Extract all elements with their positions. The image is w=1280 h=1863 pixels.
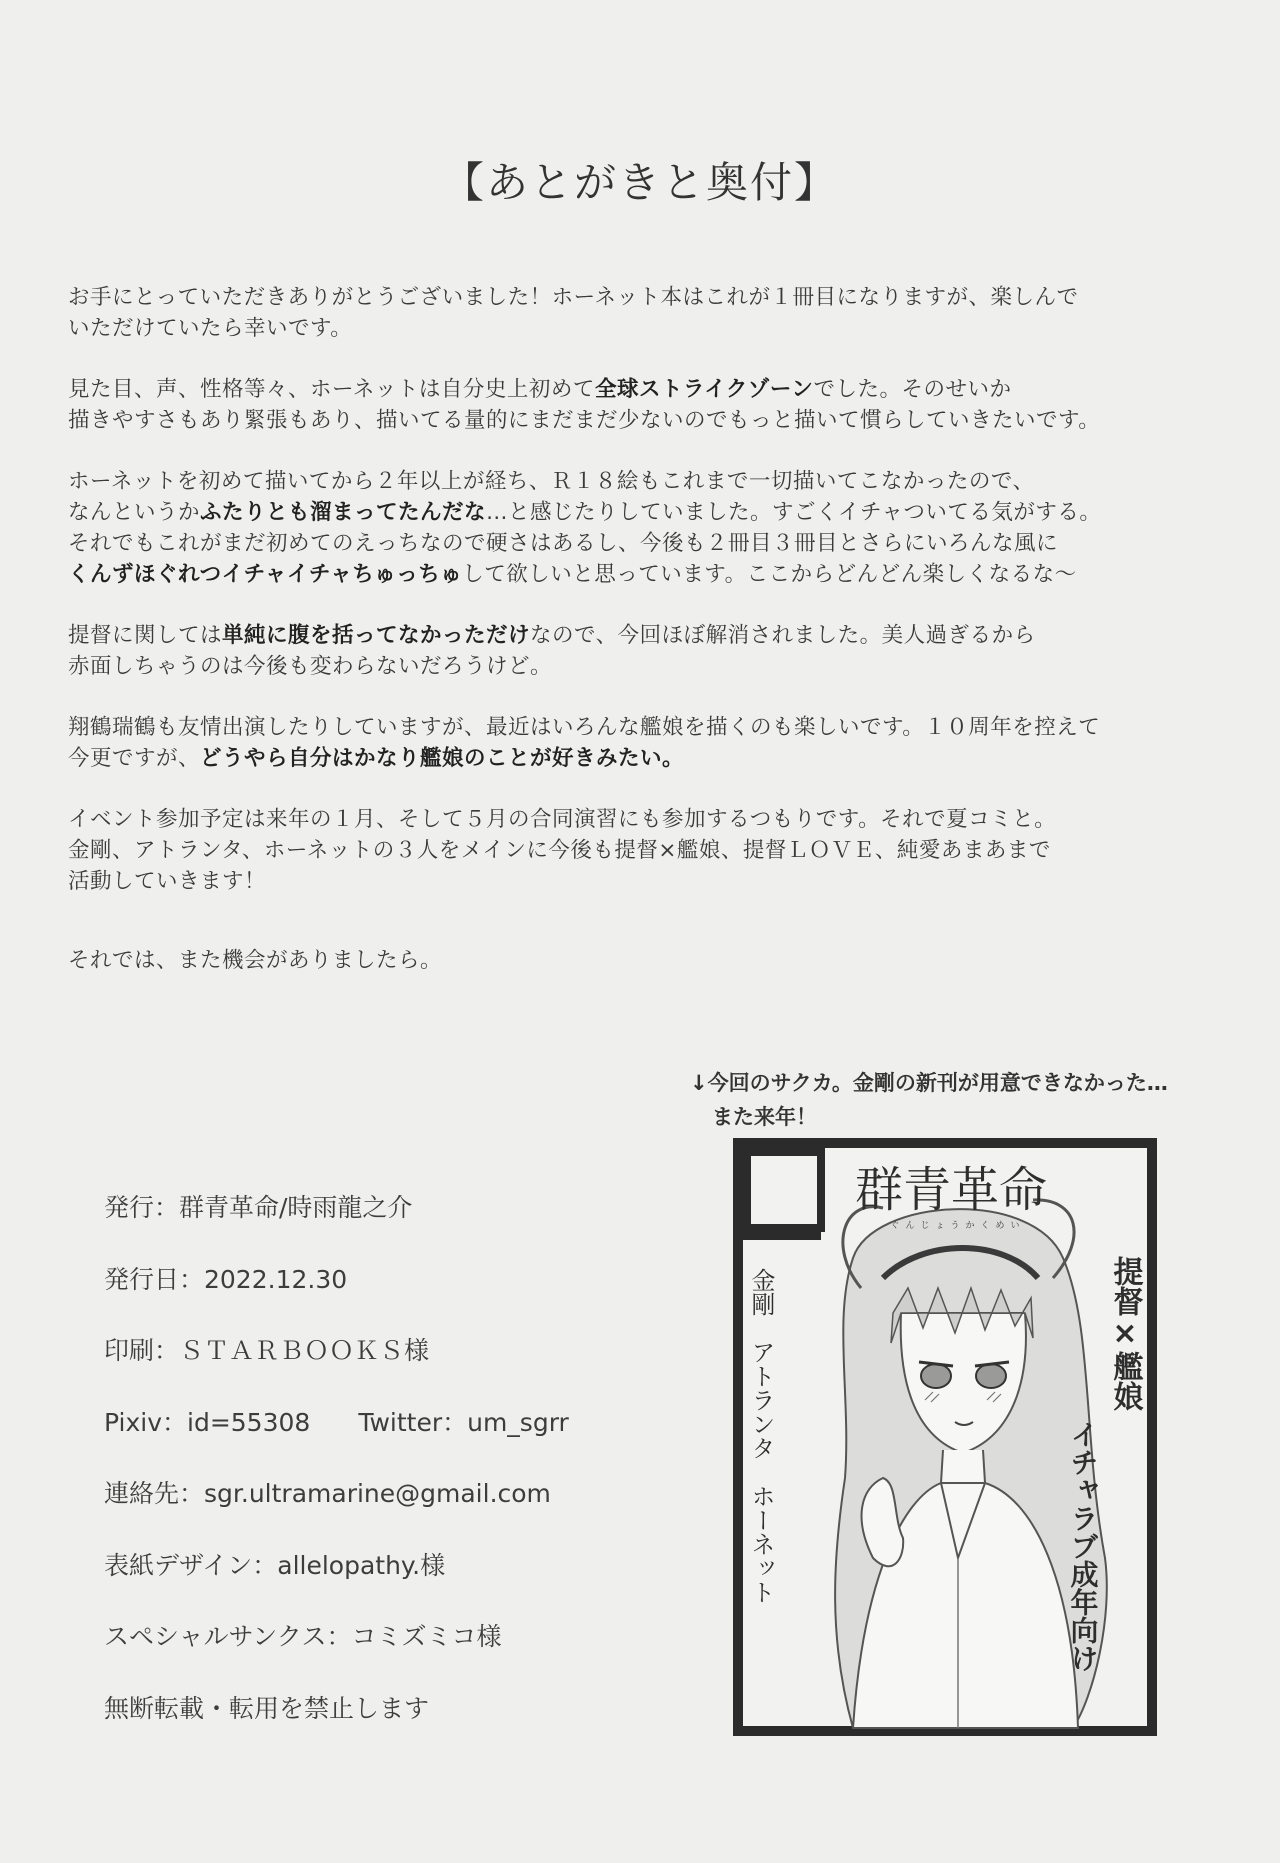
text-segment: それでは、また機会がありましたら。 xyxy=(68,948,443,973)
cut-circle-ruby: ぐんじょうかくめい xyxy=(890,1221,1026,1231)
emphasis-text: 単純に腹を括ってなかっただけ xyxy=(222,623,531,648)
text-segment: なんというか xyxy=(68,500,201,525)
text-segment: 活動していきます！ xyxy=(68,869,267,894)
emphasis-text: ふたりとも溜まってたんだな xyxy=(200,500,487,525)
text-segment: いただけていたら幸いです。 xyxy=(68,316,353,341)
text-segment: 提督に関しては xyxy=(68,623,223,648)
text-segment: ホーネットを初めて描いてから２年以上が経ち、Ｒ１８絵もこれまで一切描いてこなかったので、 xyxy=(68,469,1035,494)
circle-cut-note xyxy=(690,1066,1168,1134)
colophon-date: 発行日：2022.12.30 xyxy=(104,1264,348,1294)
colophon-publisher: 発行：群青革命/時雨龍之介 xyxy=(104,1193,413,1222)
afterword-line xyxy=(68,945,1218,976)
afterword-paragraph xyxy=(68,712,1218,774)
colophon-notice: 無断転載・転用を禁止します xyxy=(104,1693,430,1723)
colophon-special-thanks: スペシャルサンクス：コミズミコ様 xyxy=(104,1622,502,1651)
afterword-line xyxy=(68,559,1218,590)
emphasis-text: 全球ストライクゾーン xyxy=(594,377,814,402)
afterword-line xyxy=(68,866,1218,897)
afterword-line xyxy=(68,405,1218,436)
text-segment: それでもこれがまだ初めてのえっちなので硬さはあるし、今後も２冊目３冊目とさらにいろんな風に xyxy=(68,531,1059,556)
colophon-contact: 連絡先：sgr.ultramarine@gmail.com xyxy=(104,1479,551,1508)
afterword-line xyxy=(68,374,1218,405)
cut-checkbox xyxy=(751,1156,817,1224)
afterword-paragraph xyxy=(68,620,1218,682)
text-segment: 金剛、アトランタ、ホーネットの３人をメインに今後も提督×艦娘、提督ＬＯＶＥ、純愛あまあまで xyxy=(68,838,1051,863)
afterword-line xyxy=(68,497,1218,528)
cut-characters: 金剛 アトランタ ホーネット xyxy=(747,1268,775,1604)
afterword-line xyxy=(68,743,1218,774)
afterword-paragraph xyxy=(68,804,1218,897)
text-segment: 今更ですが、 xyxy=(68,746,201,771)
afterword-line xyxy=(68,835,1218,866)
text-segment: 翔鶴瑞鶴も友情出演したりしていますが、最近はいろんな艦娘を描くのも楽しいです。１０周年を控えて xyxy=(68,715,1101,740)
note-line-1: ↓今回のサクカ。金剛の新刊が用意できなかった… xyxy=(690,1071,1168,1095)
afterword-paragraph xyxy=(68,466,1218,590)
text-segment: 赤面しちゃうのは今後も変わらないだろうけど。 xyxy=(68,654,553,679)
text-segment: 描きやすさもあり緊張もあり、描いてる量的にまだまだ少ないのでもっと描いて慣らしていきたいです。 xyxy=(68,408,1101,433)
afterword-line xyxy=(68,712,1218,743)
cut-tagline-2: イチャラブ成年向け xyxy=(1066,1420,1100,1672)
afterword-line xyxy=(68,466,1218,497)
emphasis-text: どうやら自分はかなり艦娘のことが好きみたい。 xyxy=(200,746,685,771)
afterword-text xyxy=(68,282,1218,1006)
afterword-line xyxy=(68,651,1218,682)
text-segment: お手にとっていただきありがとうございました！ホーネット本はこれが１冊目になりますが、楽しんで xyxy=(68,285,1079,310)
text-segment: でした。そのせいか xyxy=(813,377,1012,402)
afterword-line xyxy=(68,282,1218,313)
colophon-printer: 印刷：ＳＴＡＲＢＯＯＫＳ様 xyxy=(104,1336,430,1365)
colophon-pixiv: Pixiv：id=55308 xyxy=(104,1407,311,1437)
text-segment: 見た目、声、性格等々、ホーネットは自分史上初めて xyxy=(68,377,595,402)
page-title: 【あとがきと奥付】 xyxy=(441,158,838,207)
afterword-line xyxy=(68,528,1218,559)
cut-tagline-1: 提督×艦娘 xyxy=(1107,1256,1143,1411)
colophon-cover-design: 表紙デザイン：allelopathy.様 xyxy=(104,1550,446,1580)
afterword-line xyxy=(68,313,1218,344)
afterword-paragraph xyxy=(68,374,1218,436)
cut-circle-name: 群青革命 xyxy=(854,1162,1048,1218)
note-line-2: また来年！ xyxy=(712,1105,817,1129)
afterword-paragraph xyxy=(68,282,1218,344)
text-segment: イベント参加予定は来年の１月、そして５月の合同演習にも参加するつもりです。それで夏コミと。 xyxy=(68,807,1057,832)
colophon-twitter: Twitter：um_sgrr xyxy=(358,1407,569,1437)
circle-cut-illustration xyxy=(733,1138,1157,1736)
text-segment: …と感じたりしていました。すごくイチャついてる気がする。 xyxy=(486,500,1102,525)
emphasis-text: くんずほぐれつイチャイチャちゅっちゅ xyxy=(68,562,463,587)
afterword-paragraph xyxy=(68,945,1218,976)
text-segment: なので、今回ほぼ解消されました。美人過ぎるから xyxy=(530,623,1036,648)
colophon xyxy=(104,1188,664,1760)
afterword-line xyxy=(68,620,1218,651)
text-segment: して欲しいと思っています。ここからどんどん楽しくなるな～ xyxy=(462,562,1077,587)
colophon-social xyxy=(104,1403,664,1475)
afterword-line xyxy=(68,804,1218,835)
